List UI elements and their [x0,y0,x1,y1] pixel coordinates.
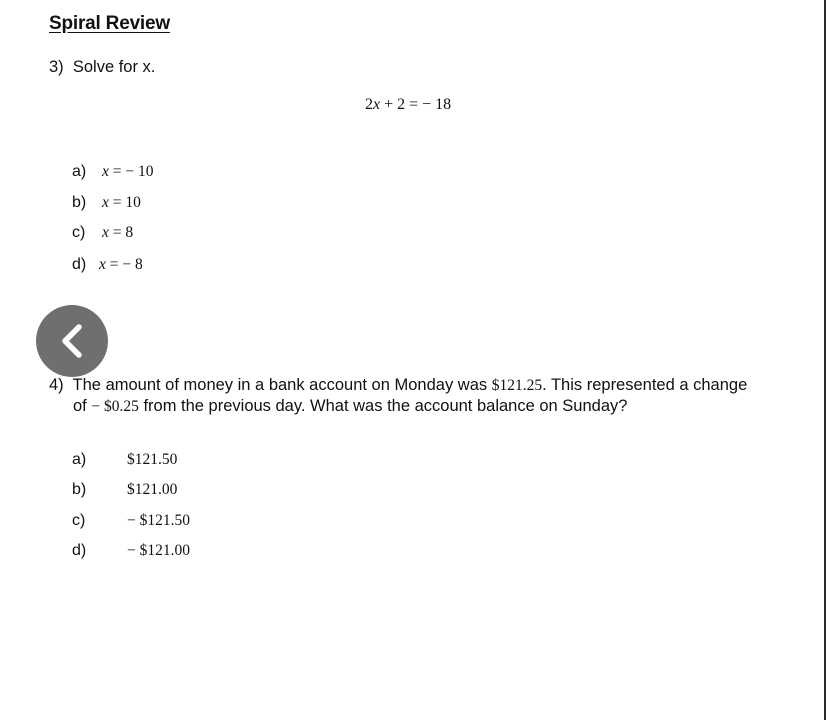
option-value: − $121.00 [127,542,190,559]
option-letter: d) [72,542,87,559]
question-4-text-4: from the previous day. What was the account balance on Sunday? [138,397,628,415]
q4-option-c[interactable] [72,510,190,532]
question-3-equation [365,96,451,114]
option-equals: = [108,194,126,211]
option-value: $121.50 [127,451,178,468]
option-letter: b) [72,194,87,211]
option-equals: = [108,224,126,241]
option-letter: a) [72,451,87,468]
equation-rhs: − 18 [422,96,452,113]
back-button[interactable] [36,305,108,377]
chevron-left-icon [36,305,108,377]
q3-option-b[interactable] [72,192,141,214]
question-4-number: 4) [49,376,64,394]
option-variable: x [102,163,109,180]
option-value: − $121.50 [127,512,190,529]
q3-option-d[interactable] [72,254,143,276]
page-title: Spiral Review [49,13,170,34]
question-4-text-1: The amount of money in a bank account on Monday was [72,376,492,394]
option-value: 10 [125,194,141,211]
option-value: − 8 [122,256,143,273]
q4-option-b[interactable] [72,479,177,501]
equation-variable: x [373,96,381,113]
equation-middle: + 2 = [380,96,423,113]
question-3-prompt [49,57,155,78]
option-value: 8 [125,224,134,241]
option-variable: x [102,224,109,241]
option-equals: = [105,256,123,273]
question-3-number: 3) [49,58,64,76]
question-4-text-2: . This represented a change [542,376,748,394]
option-letter: a) [72,163,87,180]
q3-option-c[interactable] [72,222,133,244]
question-4-line-1 [49,375,747,396]
q3-option-a[interactable] [72,161,154,183]
question-4-line-2 [73,396,627,417]
q4-option-a[interactable] [72,449,177,471]
option-variable: x [99,256,106,273]
option-equals: = [108,163,126,180]
question-4-amount: $121.25 [491,377,543,394]
option-value: $121.00 [127,481,178,498]
option-variable: x [102,194,109,211]
option-letter: c) [72,512,86,529]
question-4-text-3: of [73,397,92,415]
option-letter: b) [72,481,87,498]
option-value: − 10 [125,163,154,180]
option-letter: d) [72,256,87,273]
q4-option-d[interactable] [72,540,190,562]
question-4-change: − $0.25 [91,398,139,415]
equation-coefficient: 2 [365,96,373,113]
option-letter: c) [72,224,86,241]
question-3-text: Solve for x. [72,58,156,76]
